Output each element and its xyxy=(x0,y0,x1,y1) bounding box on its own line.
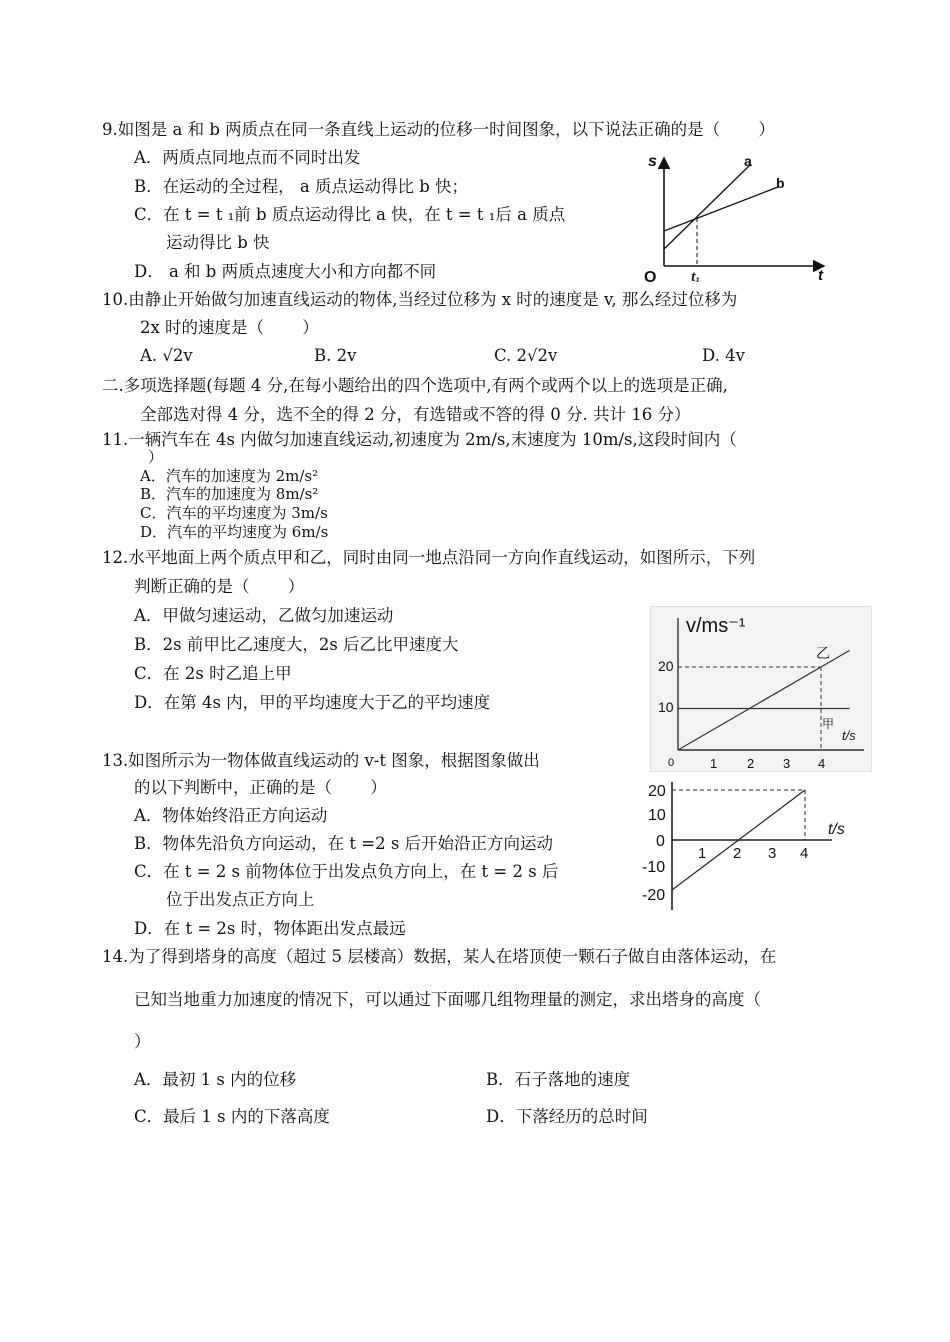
section2-line2: 全部选对得 4 分，选不全的得 2 分，有选错或不答的得 0 分. 共计 16 分） xyxy=(140,405,691,424)
q9-option-c: C．在 t = t ₁前 b 质点运动得比 a 快，在 t = t ₁后 a 质点 xyxy=(134,205,566,224)
q12-xtick-2: 2 xyxy=(747,756,755,771)
q12-option-a: A．甲做匀速运动，乙做匀加速运动 xyxy=(134,606,394,625)
q13-x-label: t/s xyxy=(828,821,845,838)
q13-vt-graph xyxy=(640,776,870,916)
q13-option-c-cont: 位于出发点正方向上 xyxy=(166,890,315,909)
section2-line1: 二.多项选择题(每题 4 分,在每小题给出的四个选项中,有两个或两个以上的选项是正确, xyxy=(102,376,728,395)
q12-y-label: v/ms⁻¹ xyxy=(686,615,746,637)
q12-label-jia: 甲 xyxy=(822,717,835,731)
q12-option-d: D．在第 4s 内，甲的平均速度大于乙的平均速度 xyxy=(134,693,491,712)
q13-xtick-3: 3 xyxy=(768,845,777,862)
q12-option-b: B．2s 前甲比乙速度大，2s 后乙比甲速度大 xyxy=(134,635,459,654)
q9-option-a: A．两质点同地点而不同时出发 xyxy=(134,148,361,167)
q12-x-label: t/s xyxy=(842,728,856,743)
q10-option-c: C. 2√2v xyxy=(494,346,558,365)
q11-stem-line1: 11.一辆汽车在 4s 内做匀加速直线运动,初速度为 2m/s,末速度为 10m/s,这段时间内（ xyxy=(102,430,737,449)
q14-option-d: D．下落经历的总时间 xyxy=(486,1107,648,1126)
q9-option-d: D． a 和 b 两质点速度大小和方向都不同 xyxy=(134,262,437,281)
q10-option-a: A. √2v xyxy=(140,346,193,365)
q13-option-a: A．物体始终沿正方向运动 xyxy=(134,806,328,825)
q11-option-b: B．汽车的加速度为 8m/s² xyxy=(140,485,319,503)
q11-option-d: D．汽车的平均速度为 6m/s xyxy=(140,523,329,541)
q13-ytick-10: 10 xyxy=(648,807,666,824)
q11-option-a: A．汽车的加速度为 2m/s² xyxy=(140,467,319,485)
q13-ytick-n20: -20 xyxy=(642,887,666,904)
q13-xtick-2: 2 xyxy=(733,845,742,862)
q14-stem-line2: 已知当地重力加速度的情况下，可以通过下面哪几组物理量的测定，求出塔身的高度（ xyxy=(134,990,761,1009)
q10-stem-line1: 10.由静止开始做匀加速直线运动的物体,当经过位移为 x 时的速度是 v, 那么经过位移为 xyxy=(102,290,738,309)
q9-y-label: s xyxy=(648,153,657,170)
q14-stem-line1: 14.为了得到塔身的高度（超过 5 层楼高）数据，某人在塔顶使一颗石子做自由落体运动，在 xyxy=(102,947,777,966)
q12-stem-line1: 12.水平地面上两个质点甲和乙，同时由同一地点沿同一方向作直线运动，如图所示，下列 xyxy=(102,548,756,567)
q9-line-a xyxy=(664,165,750,249)
q9-x-label: t xyxy=(818,267,823,283)
q10-option-d: D. 4v xyxy=(702,346,745,365)
q13-xtick-1: 1 xyxy=(698,845,707,862)
q13-stem-line1: 13.如图所示为一物体做直线运动的 v-t 图象，根据图象做出 xyxy=(102,751,540,770)
q13-option-c: C．在 t = 2 s 前物体位于出发点负方向上，在 t = 2 s 后 xyxy=(134,862,559,881)
q9-stem: 9.如图是 a 和 b 两质点在同一条直线上运动的位移一时间图象，以下说法正确的是（ ） xyxy=(102,120,775,139)
q9-option-b: B．在运动的全过程， a 质点运动得比 b 快； xyxy=(134,177,469,196)
q9-origin: O xyxy=(644,269,657,283)
q9-t1-label: t₁ xyxy=(691,269,700,283)
q11-stem-line2: ） xyxy=(148,448,164,466)
q12-stem-line2: 判断正确的是（ ） xyxy=(134,577,305,596)
q12-xtick-1: 1 xyxy=(710,756,718,771)
q12-vt-graph xyxy=(650,606,872,772)
q12-ytick-10: 10 xyxy=(658,699,674,715)
q13-ytick-n10: -10 xyxy=(642,859,666,876)
q12-xtick-3: 3 xyxy=(783,756,791,771)
q12-label-yi: 乙 xyxy=(816,645,830,661)
q9-st-graph xyxy=(640,148,840,283)
q13-ytick-0: 0 xyxy=(656,833,665,850)
q14-option-c: C．最后 1 s 内的下落高度 xyxy=(134,1107,330,1126)
q10-option-b: B. 2v xyxy=(314,346,357,365)
q10-stem-line2: 2x 时的速度是（ ） xyxy=(140,318,319,337)
q12-origin: 0 xyxy=(668,757,675,769)
q12-option-c: C．在 2s 时乙追上甲 xyxy=(134,664,292,683)
q9-label-a: a xyxy=(744,153,752,169)
q12-xtick-4: 4 xyxy=(818,756,826,771)
q13-option-b: B．物体先沿负方向运动，在 t =2 s 后开始沿正方向运动 xyxy=(134,834,554,853)
q9-label-b: b xyxy=(776,175,785,191)
q13-ytick-20: 20 xyxy=(648,783,666,800)
q13-stem-line2: 的以下判断中，正确的是（ ） xyxy=(134,778,387,797)
q13-xtick-4: 4 xyxy=(800,845,809,862)
q13-option-d: D．在 t = 2s 时，物体距出发点最远 xyxy=(134,919,406,938)
q11-option-c: C．汽车的平均速度为 3m/s xyxy=(140,504,328,522)
q14-option-a: A．最初 1 s 内的位移 xyxy=(134,1070,297,1089)
q12-ytick-20: 20 xyxy=(658,658,674,674)
q14-stem-line3: ） xyxy=(134,1032,151,1051)
q14-option-b: B．石子落地的速度 xyxy=(486,1070,631,1089)
q9-option-c-cont: 运动得比 b 快 xyxy=(166,233,270,252)
